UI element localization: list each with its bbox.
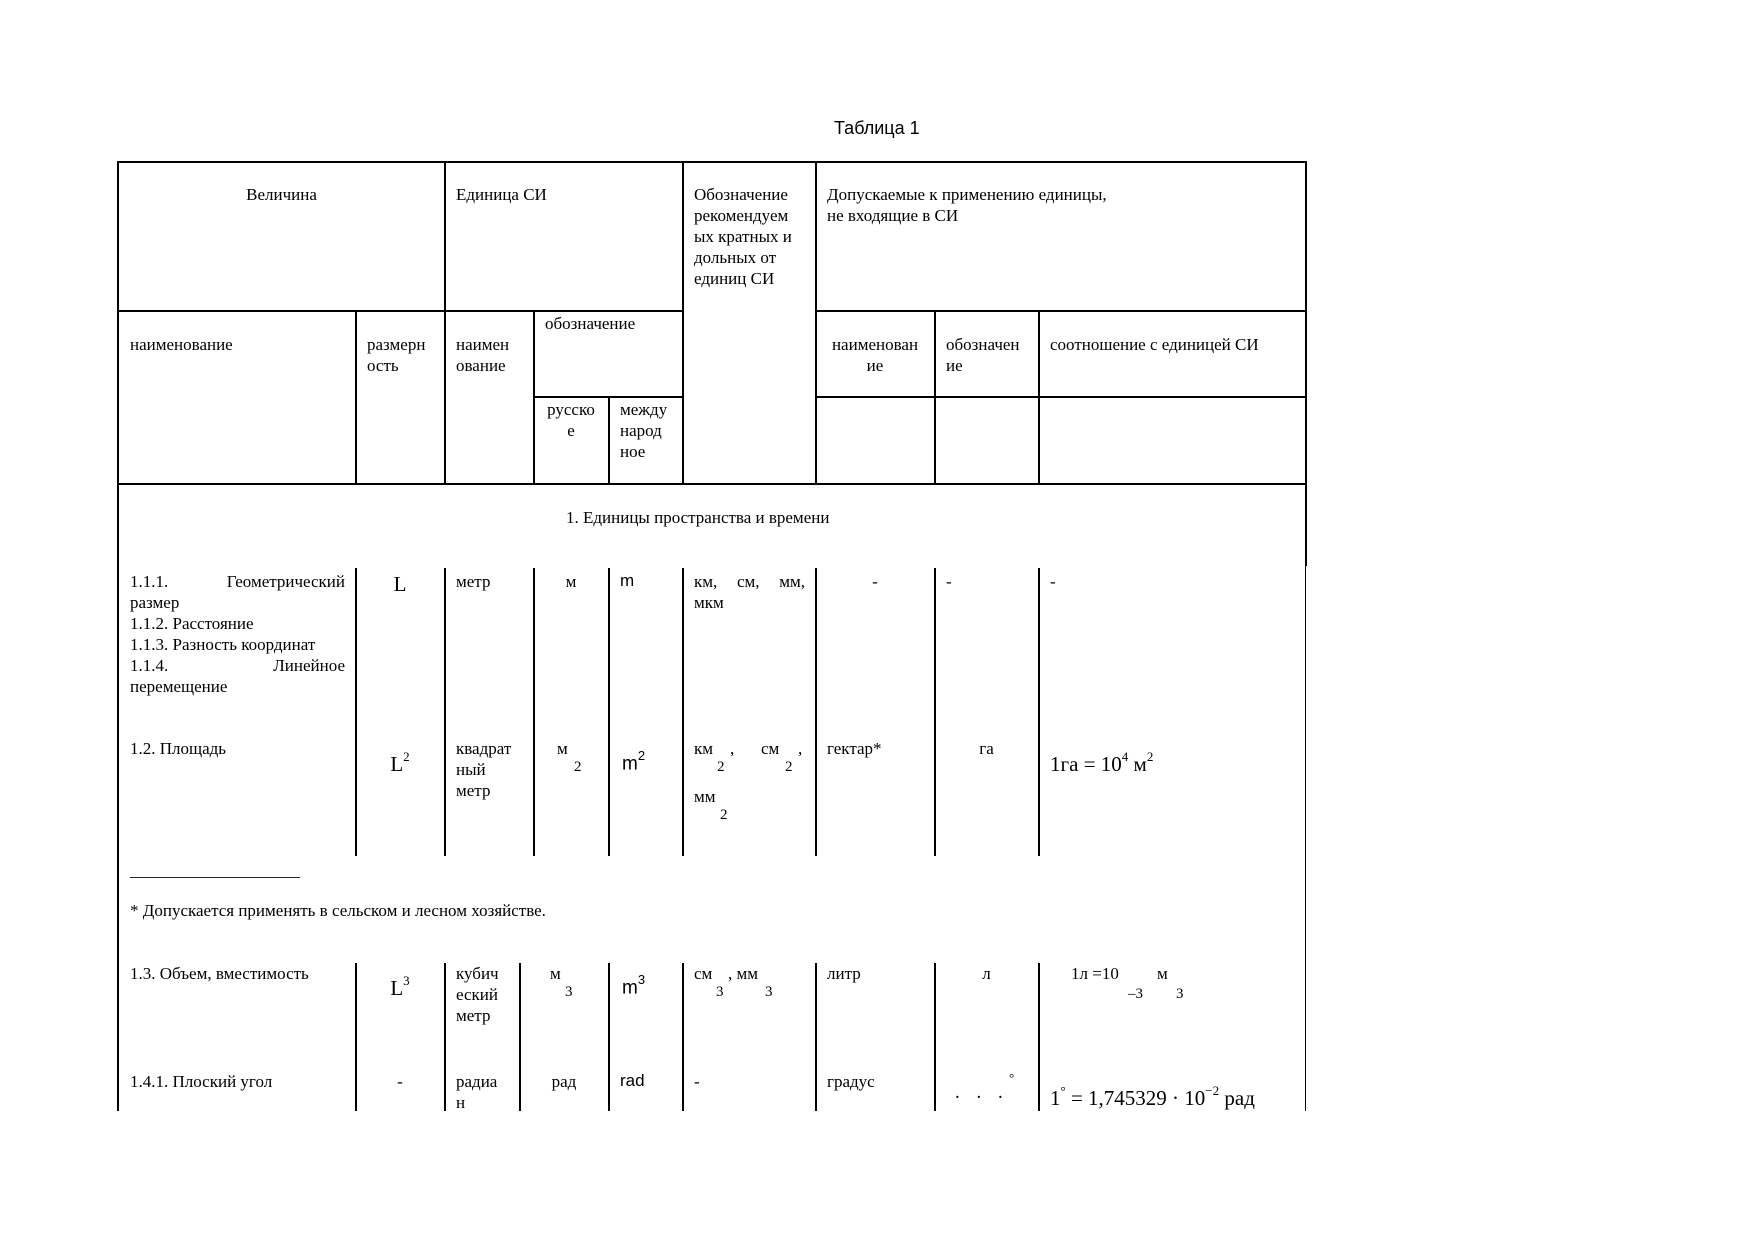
row-1-4-1-relation: $1^\circ = 1,745329 \cdot 10^{-2}$ рад [1050,1083,1255,1110]
row-1-2-russian-sub: 2 [574,759,582,775]
header-quantity: Величина [246,185,317,204]
header-international: между народ ное [620,400,668,461]
row-1-3-russian-base: м [550,964,561,983]
row-1-1-unit-name: метр [456,572,491,591]
row-1-3-allowed-designation: л [982,964,991,983]
row-1-4-1-international: rad [620,1071,645,1090]
header-si-unit: Единица СИ [456,185,547,204]
header-dimension: размерн ость [367,335,426,375]
row-1-1-dimension: L [393,572,407,596]
section-title: 1. Единицы пространства и времени [566,508,830,527]
row-1-4-1-name: 1.4.1. Плоский угол [130,1072,273,1091]
row-1-1-international: m [620,571,635,590]
header-allowed-units: Допускаемые к применению единицы, не входящие в СИ [827,185,1107,225]
row-1-3-name: 1.3. Объем, вместимость [130,964,309,983]
row-1-1-name: 1.1.1. Геометрический размер 1.1.2. Расстояние 1.1.3. Разность координат 1.1.4. Линейное перемещение [130,572,345,696]
row-1-2-unit-name: квадрат ный метр [456,739,512,800]
row-1-2-name: 1.2. Площадь [130,739,227,758]
footnote: * Допускается применять в сельском и лесном хозяйстве. [130,901,546,920]
row-1-3-dimension: $L^3$ [390,973,410,1000]
row-1-1-relation: - [1050,572,1056,591]
header-relation: соотношение с единицей СИ [1050,335,1259,354]
row-1-2-relation: $1га = 10^4$ $м^2$ [1050,749,1154,776]
row-1-3-unit-name: кубич еский метр [456,964,499,1025]
row-1-2-allowed-name: гектар* [827,739,882,758]
row-1-4-1-dimension: - [397,1072,403,1091]
header-russian: русско е [547,400,595,440]
row-1-1-allowed-designation: - [946,572,952,591]
row-1-2-allowed-designation: га [979,739,994,758]
header-unit-name: наимен ование [456,335,510,375]
row-1-3-international: $m^3$ [622,972,646,999]
row-1-3-russian-sub: 3 [565,984,573,1000]
row-1-1-allowed-name: - [872,572,878,591]
row-1-4-1-allowed-designation: . . . [955,1082,1009,1103]
row-1-3-allowed-name: литр [827,964,861,983]
row-1-2-russian-base: м [557,739,568,758]
degree-mark: ° [1009,1070,1015,1085]
header-allowed-designation: обозначен ие [946,335,1020,375]
row-1-2-dimension: $L^2$ [390,749,410,776]
row-1-4-1-multiples: - [694,1072,700,1091]
footnote-rule: ____________________ [130,861,300,880]
row-1-1-russian: м [565,572,577,591]
row-1-2-international: $m^2$ [622,748,646,775]
header-multiples: Обозначение рекомендуем ых кратных и дольных от единиц СИ [694,185,792,288]
row-1-4-1-allowed-name: градус [827,1072,875,1091]
header-name: наименование [130,335,233,354]
header-allowed-name: наименован ие [831,335,919,375]
row-1-1-multiples: км, см, мм, мкм [694,572,805,612]
row-1-4-1-unit-name: радиа н [456,1072,498,1112]
table-caption: Таблица 1 [834,118,920,138]
header-designation: обозначение [545,314,636,333]
row-1-4-1-russian: рад [551,1072,577,1091]
